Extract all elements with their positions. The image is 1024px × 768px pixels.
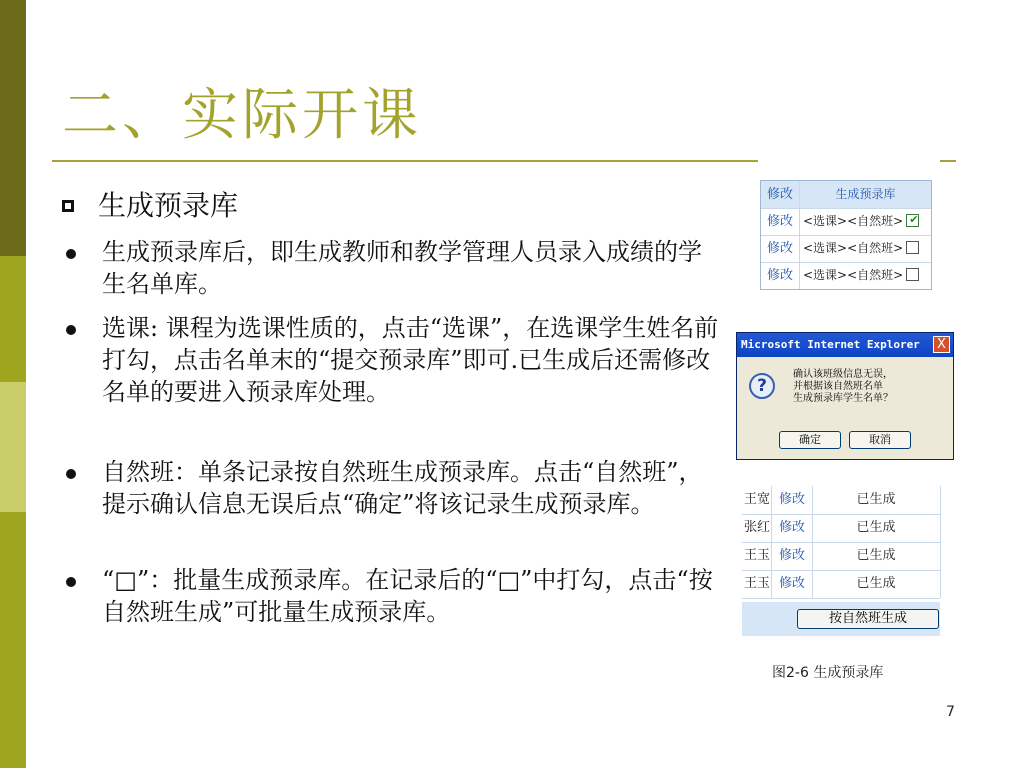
- confirm-dialog: [736, 332, 954, 460]
- table-footer: [742, 602, 940, 636]
- edit-link[interactable]: 修改: [771, 514, 813, 542]
- bullet-paragraph: [66, 236, 726, 300]
- ok-button[interactable]: 确定: [779, 431, 841, 449]
- row-checkbox[interactable]: [906, 214, 919, 227]
- page-number: 7: [946, 704, 955, 720]
- generate-cell: [800, 262, 931, 289]
- question-icon: ?: [749, 373, 775, 399]
- paragraph-text: 选课: 课程为选课性质的，点击“选课”，在选课学生姓名前打勾，点击名单末的“提交预录库”即可.已生成后还需修改名单的要进入预录库处理。: [102, 314, 719, 406]
- table-row: [761, 262, 931, 289]
- title-underline-end: [940, 160, 956, 162]
- student-name: 张红: [743, 520, 770, 535]
- edit-link[interactable]: 修改: [771, 542, 813, 570]
- student-name: 王玉: [743, 548, 770, 563]
- edit-link[interactable]: 修改: [761, 208, 800, 235]
- section-heading-text: 生成预录库: [98, 189, 239, 222]
- cancel-button[interactable]: 取消: [849, 431, 911, 449]
- row-checkbox[interactable]: [906, 241, 919, 254]
- edit-link[interactable]: 修改: [771, 486, 813, 514]
- bullet-paragraph: [66, 564, 726, 628]
- paragraph-text: 生成预录库后，即生成教师和教学管理人员录入成绩的学生名单库。: [102, 238, 702, 298]
- header-generate: 生成预录库: [835, 187, 896, 201]
- side-bar-segment: [0, 512, 26, 768]
- round-bullet-icon: [66, 469, 76, 479]
- generate-by-class-button[interactable]: 按自然班生成: [797, 609, 939, 629]
- row-checkbox[interactable]: [906, 268, 919, 281]
- dialog-title: Microsoft Internet Explorer: [737, 333, 953, 357]
- status-cell: 已生成: [812, 486, 941, 514]
- generate-cell: [800, 208, 931, 235]
- course-class-links[interactable]: <选课><自然班>: [803, 268, 904, 282]
- side-bar-segment: [0, 256, 26, 382]
- round-bullet-icon: [66, 325, 76, 335]
- student-name: 王宽: [743, 492, 770, 507]
- bullet-paragraph: [66, 456, 726, 520]
- preroll-table-screenshot: [760, 180, 932, 290]
- dialog-message-line: 确认该班级信息无误，: [793, 369, 893, 380]
- paragraph-text: 自然班：单条记录按自然班生成预录库。点击“自然班”，提示确认信息无误后点“确定”将该记录生成预录库。: [102, 458, 703, 518]
- side-bar-segment: [0, 0, 26, 256]
- table-row: [742, 570, 940, 599]
- paragraph-text: “□”：批量生成预录库。在记录后的“□”中打勾，点击“按自然班生成”可批量生成预录库。: [102, 566, 713, 626]
- generated-table-screenshot: [742, 480, 960, 642]
- course-class-links[interactable]: <选课><自然班>: [803, 241, 904, 255]
- table-row: [742, 514, 940, 543]
- edit-link[interactable]: 修改: [761, 262, 800, 289]
- status-cell: 已生成: [812, 514, 941, 542]
- table-row: [742, 542, 940, 571]
- status-cell: 已生成: [812, 542, 941, 570]
- course-class-links[interactable]: <选课><自然班>: [803, 214, 904, 228]
- edit-link[interactable]: 修改: [761, 235, 800, 262]
- table-header-row: [761, 181, 931, 209]
- figure-caption: 图2-6 生成预录库: [772, 665, 884, 681]
- title-underline: [52, 160, 758, 162]
- table-row: [761, 235, 931, 263]
- square-bullet-icon: [62, 200, 74, 212]
- section-heading: [62, 186, 238, 226]
- edit-link[interactable]: 修改: [771, 570, 813, 598]
- side-color-bar: [0, 0, 26, 768]
- dialog-message: [793, 369, 893, 405]
- generate-cell: [800, 235, 931, 262]
- close-icon[interactable]: X: [933, 336, 950, 353]
- dialog-message-line: 并根据该自然班名单: [793, 381, 883, 392]
- table-row: [742, 486, 940, 515]
- slide-title: 二、实际开课: [62, 83, 422, 148]
- header-edit: 修改: [761, 181, 800, 208]
- student-name: 王玉: [743, 576, 770, 591]
- dialog-message-line: 生成预录库学生名单？: [793, 393, 893, 404]
- side-bar-segment: [0, 382, 26, 512]
- round-bullet-icon: [66, 577, 76, 587]
- table-row: [761, 208, 931, 236]
- bullet-paragraph: [66, 312, 726, 408]
- status-cell: 已生成: [812, 570, 941, 598]
- checkmark-icon: ✔: [909, 213, 919, 226]
- round-bullet-icon: [66, 249, 76, 259]
